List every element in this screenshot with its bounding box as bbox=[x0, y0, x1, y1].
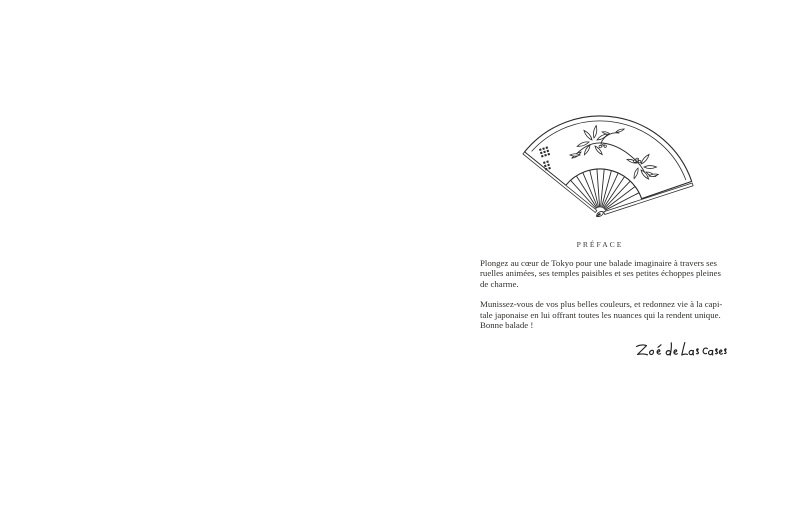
preface-heading: PRÉFACE bbox=[576, 240, 624, 249]
text-line: ruelles animées, ses temples paisibles et ses petites échoppes pleines bbox=[480, 268, 721, 279]
folding-fan-illustration bbox=[502, 110, 702, 225]
right-page bbox=[400, 0, 800, 513]
preface-body bbox=[480, 258, 723, 331]
text-line: de charme. bbox=[480, 278, 519, 289]
preface-paragraph-1 bbox=[480, 258, 720, 289]
preface-paragraph-2 bbox=[480, 299, 723, 331]
fan-leaf bbox=[525, 116, 692, 199]
signature-handwriting bbox=[634, 338, 728, 365]
text-line: Plongez au cœur de Tokyo pour une balade imaginaire à travers ses bbox=[480, 258, 717, 268]
text-line: tale japonaise en lui offrant toutes les nuances qui la rendent unique. bbox=[480, 309, 721, 320]
fan-pivot-rivet bbox=[596, 210, 604, 217]
text-line: Munissez-vous de vos plus belles couleurs, et redonnez vie à la capi- bbox=[480, 299, 723, 310]
text-line: Bonne balade ! bbox=[480, 320, 534, 331]
